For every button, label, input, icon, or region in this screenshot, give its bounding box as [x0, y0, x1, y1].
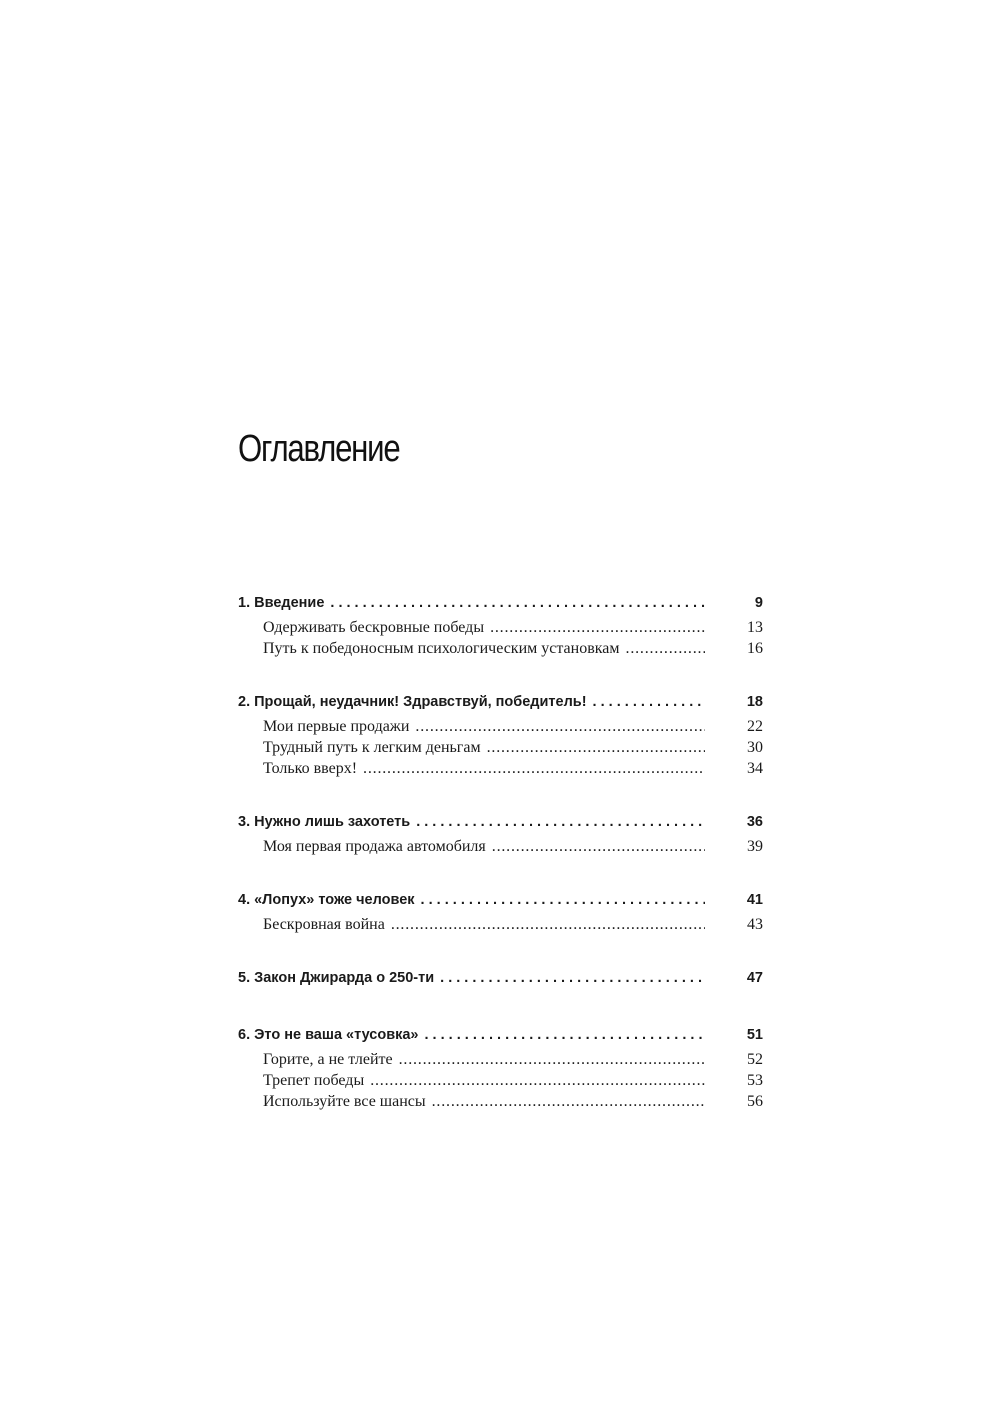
section-entry[interactable]	[238, 836, 763, 857]
section-entry[interactable]	[238, 617, 763, 638]
chapter-entry[interactable]	[238, 1022, 763, 1049]
dot-leader	[487, 737, 705, 758]
toc-chapter	[238, 590, 763, 659]
page-number: 56	[747, 1093, 763, 1110]
dot-leader	[626, 638, 705, 659]
dot-leader	[425, 1022, 706, 1049]
chapter-title: 5. Закон Джирарда о 250-ти	[238, 970, 435, 986]
page-number: 53	[747, 1072, 763, 1089]
dot-leader	[432, 1091, 705, 1112]
chapter-title: 3. Нужно лишь захотеть	[238, 814, 411, 830]
dot-leader	[421, 887, 705, 914]
page-number: 36	[746, 814, 763, 830]
toc-chapter	[238, 965, 763, 992]
toc-chapter	[238, 887, 763, 935]
page-number: 43	[747, 916, 763, 933]
section-title: Горите, а не тлейте	[263, 1051, 393, 1068]
section-entry[interactable]	[238, 638, 763, 659]
section-entry[interactable]	[238, 1049, 763, 1070]
page-number: 18	[746, 694, 763, 710]
page-number: 22	[747, 718, 763, 735]
toc-chapter	[238, 809, 763, 857]
page-number: 47	[746, 970, 763, 986]
table-of-contents	[238, 590, 763, 1142]
section-title: Используйте все шансы	[263, 1093, 426, 1110]
page-number: 16	[747, 640, 763, 657]
chapter-title: 4. «Лопух» тоже человек	[238, 892, 415, 908]
section-title: Бескровная война	[263, 916, 385, 933]
section-entry[interactable]	[238, 758, 763, 779]
dot-leader	[391, 914, 705, 935]
section-entry[interactable]	[238, 737, 763, 758]
section-title: Трудный путь к легким деньгам	[263, 739, 481, 756]
section-title: Мои первые продажи	[263, 718, 410, 735]
dot-leader	[363, 758, 705, 779]
section-title: Путь к победоносным психологическим установкам	[263, 640, 620, 657]
dot-leader	[416, 809, 705, 836]
section-title: Только вверх!	[263, 760, 358, 777]
dot-leader	[440, 965, 705, 992]
chapter-entry[interactable]	[238, 887, 763, 914]
dot-leader	[492, 836, 705, 857]
page-title: Оглавление	[238, 428, 400, 470]
dot-leader	[415, 716, 705, 737]
section-entry[interactable]	[238, 914, 763, 935]
chapter-entry[interactable]	[238, 689, 763, 716]
dot-leader	[399, 1049, 705, 1070]
section-title: Моя первая продажа автомобиля	[263, 838, 486, 855]
dot-leader	[370, 1070, 705, 1091]
page-number: 52	[747, 1051, 763, 1068]
dot-leader	[330, 590, 705, 617]
page-number: 30	[747, 739, 763, 756]
section-entry[interactable]	[238, 716, 763, 737]
chapter-entry[interactable]	[238, 590, 763, 617]
chapter-entry[interactable]	[238, 809, 763, 836]
section-entry[interactable]	[238, 1091, 763, 1112]
page-number: 41	[746, 892, 763, 908]
toc-chapter	[238, 689, 763, 779]
dot-leader	[490, 617, 705, 638]
section-title: Трепет победы	[263, 1072, 365, 1089]
chapter-entry[interactable]	[238, 965, 763, 992]
section-title: Одерживать бескровные победы	[263, 619, 485, 636]
section-entry[interactable]	[238, 1070, 763, 1091]
page-number: 39	[747, 838, 763, 855]
page-number: 9	[754, 595, 763, 611]
dot-leader	[593, 689, 705, 716]
page-number: 13	[747, 619, 763, 636]
toc-chapter	[238, 1022, 763, 1112]
chapter-title: 1. Введение	[238, 595, 325, 611]
chapter-title: 2. Прощай, неудачник! Здравствуй, победитель!	[238, 694, 587, 710]
page-number: 51	[746, 1027, 763, 1043]
page-number: 34	[747, 760, 763, 777]
chapter-title: 6. Это не ваша «тусовка»	[238, 1027, 419, 1043]
